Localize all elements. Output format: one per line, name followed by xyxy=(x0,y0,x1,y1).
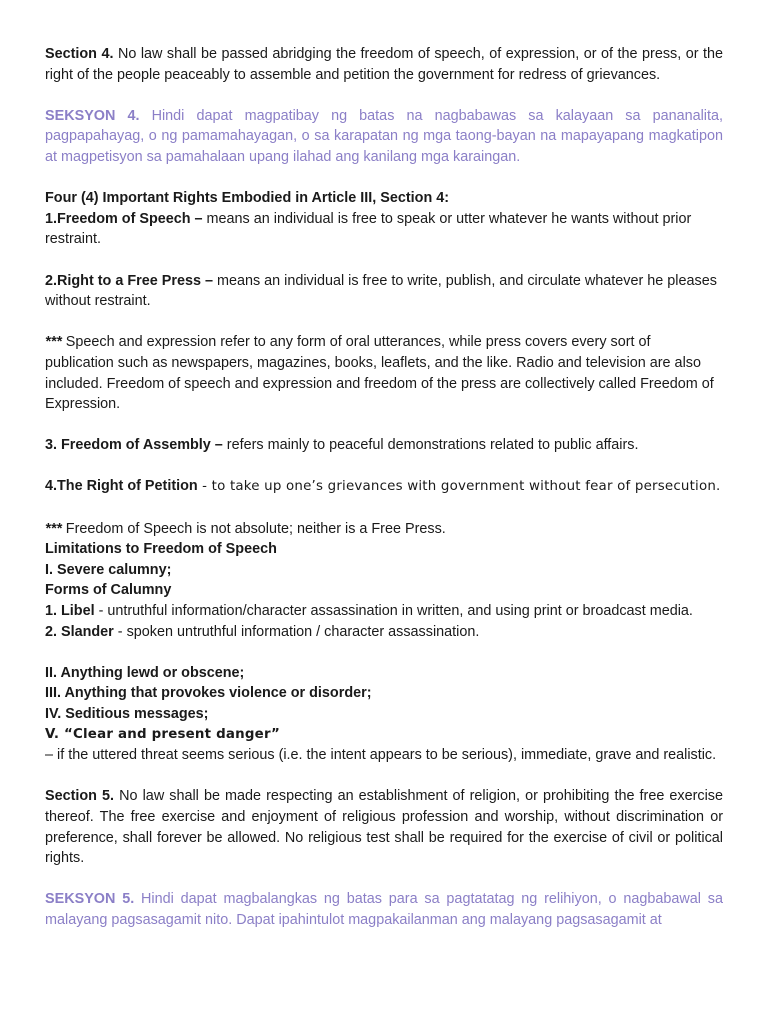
limitation-1: I. Severe calumny; xyxy=(45,561,172,578)
section-4-text: No law shall be passed abridging the freedom of speech, of expression, or of the press, or the right of the people peaceably to assemble and petition the government for redress of grievances. xyxy=(45,46,723,83)
seksyon-4-text: Hindi dapat magpatibay ng batas na nagbabawas sa kalayaan sa pananalita, pagpapahayag, o ng pamamahayagan, o sa karapatan ng mga taong-bayan na mapayapang magkatipon at magpetisyon sa pamahalaan upang ilahad ang kanilang mga karaingan. xyxy=(45,107,724,165)
right-4-label: 4.The Right of Petition xyxy=(45,478,198,495)
seksyon-5-label: SEKSYON 5. xyxy=(45,891,135,908)
note-1-paragraph xyxy=(45,332,723,414)
limitation-5-text: – if the uttered threat seems serious (i.e. the intent appears to be serious), immediate, grave and realistic. xyxy=(45,747,717,764)
right-4-text: - to take up one’s grievances with government without fear of persecution. xyxy=(197,479,721,495)
right-3-label: 3. Freedom of Assembly – xyxy=(45,437,223,454)
right-3-paragraph xyxy=(45,435,723,456)
limitations-heading: Limitations to Freedom of Speech xyxy=(45,541,277,558)
section-4-paragraph xyxy=(45,44,723,85)
note-1-text: Speech and expression refer to any form of oral utterances, while press covers every sort of publication such as newspapers, magazines, books, leaflets, and the like. Radio and television are also included. Freedom of speech and expression and freedom of the press are collectively called Freedom of Expression. xyxy=(45,334,714,413)
libel-paragraph xyxy=(45,601,723,622)
right-4-paragraph xyxy=(45,476,723,498)
right-1-label: 1.Freedom of Speech – xyxy=(45,210,203,227)
note-2-paragraph xyxy=(45,519,723,540)
seksyon-5-text: Hindi dapat magbalangkas ng batas para sa pagtatatag ng relihiyon, o nagbabawal sa malayang pagsasagamit nito. Dapat ipahintulot magpakailanman ang malayang pagsasagamit at xyxy=(45,891,723,928)
libel-text: - untruthful information/character assassination in written, and using print or broadcast media. xyxy=(94,603,693,620)
note-1-marker: *** xyxy=(45,334,62,351)
right-1-text: means an individual is free to speak or utter whatever he wants without prior restraint. xyxy=(45,210,692,248)
note-2-text: Freedom of Speech is not absolute; neither is a Free Press. xyxy=(61,520,446,537)
slander-paragraph xyxy=(45,622,723,643)
limitation-4: IV. Seditious messages; xyxy=(45,706,209,722)
section-5-text: No law shall be made respecting an establishment of religion, or prohibiting the free exercise thereof. The free exercise and enjoyment of religious profession and worship, without discrimination or preference, shall forever be allowed. No religious test shall be required for the exercise of civil or political rights. xyxy=(45,788,723,867)
calumny-heading: Forms of Calumny xyxy=(45,582,172,599)
right-3-text: refers mainly to peaceful demonstrations related to public affairs. xyxy=(222,437,639,454)
right-2-paragraph xyxy=(45,271,723,312)
right-1-paragraph xyxy=(45,209,723,250)
limitation-5: V. “Clear and present danger” xyxy=(45,726,280,742)
slander-text: - spoken untruthful information / character assassination. xyxy=(113,623,480,640)
limitation-2: II. Anything lewd or obscene; xyxy=(45,664,245,681)
section-5-label: Section 5. xyxy=(45,788,115,805)
libel-label: 1. Libel xyxy=(45,603,95,620)
seksyon-4-paragraph xyxy=(45,106,723,168)
section-5-paragraph xyxy=(45,786,723,868)
section-4-label: Section 4. xyxy=(45,46,114,62)
right-2-label: 2.Right to a Free Press – xyxy=(45,272,213,289)
slander-label: 2. Slander xyxy=(45,623,114,640)
limitation-3: III. Anything that provokes violence or disorder; xyxy=(45,685,372,702)
seksyon-5-paragraph xyxy=(45,889,723,930)
seksyon-4-label: SEKSYON 4. xyxy=(45,107,140,124)
four-rights-heading: Four (4) Important Rights Embodied in Article III, Section 4: xyxy=(45,190,450,207)
note-2-marker: *** xyxy=(45,520,62,537)
right-2-text: means an individual is free to write, publish, and circulate whatever he pleases without restraint. xyxy=(45,272,717,310)
